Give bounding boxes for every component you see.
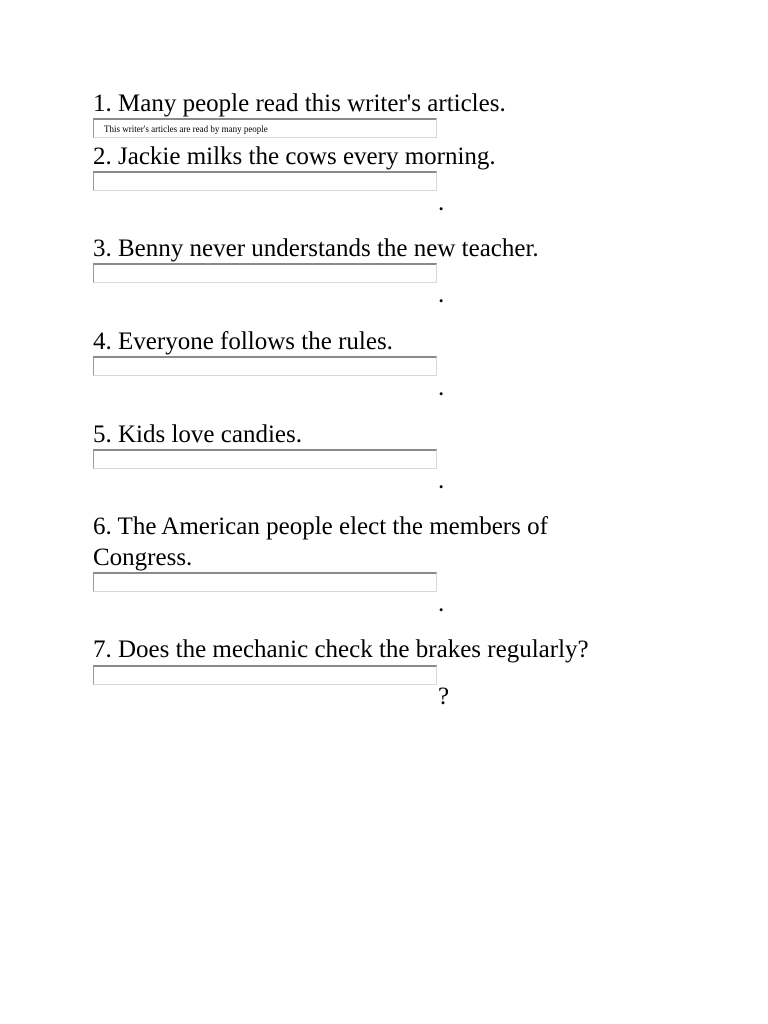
answer-4-input[interactable] — [93, 356, 437, 376]
answer-1-input[interactable] — [93, 118, 437, 138]
answer-2-input[interactable] — [93, 171, 437, 191]
answer-6-end-mark: . — [438, 590, 445, 617]
question-7-text: 7. Does the mechanic check the brakes regularly? — [93, 636, 589, 663]
answer-4-end-mark: . — [438, 374, 445, 401]
question-1-text: 1. Many people read this writer's articles. — [93, 90, 506, 117]
question-3-text: 3. Benny never understands the new teacher. — [93, 235, 539, 262]
question-5-text: 5. Kids love candies. — [93, 421, 302, 448]
question-4-text: 4. Everyone follows the rules. — [93, 328, 393, 355]
answer-3-input[interactable] — [93, 263, 437, 283]
answer-5-input[interactable] — [93, 449, 437, 469]
answer-7-end-mark: ? — [438, 683, 450, 710]
answer-3-end-mark: . — [438, 281, 445, 308]
question-6-text: 6. The American people elect the members of Congress. — [93, 513, 548, 571]
answer-6-input[interactable] — [93, 572, 437, 592]
answer-7-input[interactable] — [93, 665, 437, 685]
question-2-text: 2. Jackie milks the cows every morning. — [93, 143, 496, 170]
answer-2-end-mark: . — [438, 189, 445, 216]
answer-5-end-mark: . — [438, 467, 445, 494]
